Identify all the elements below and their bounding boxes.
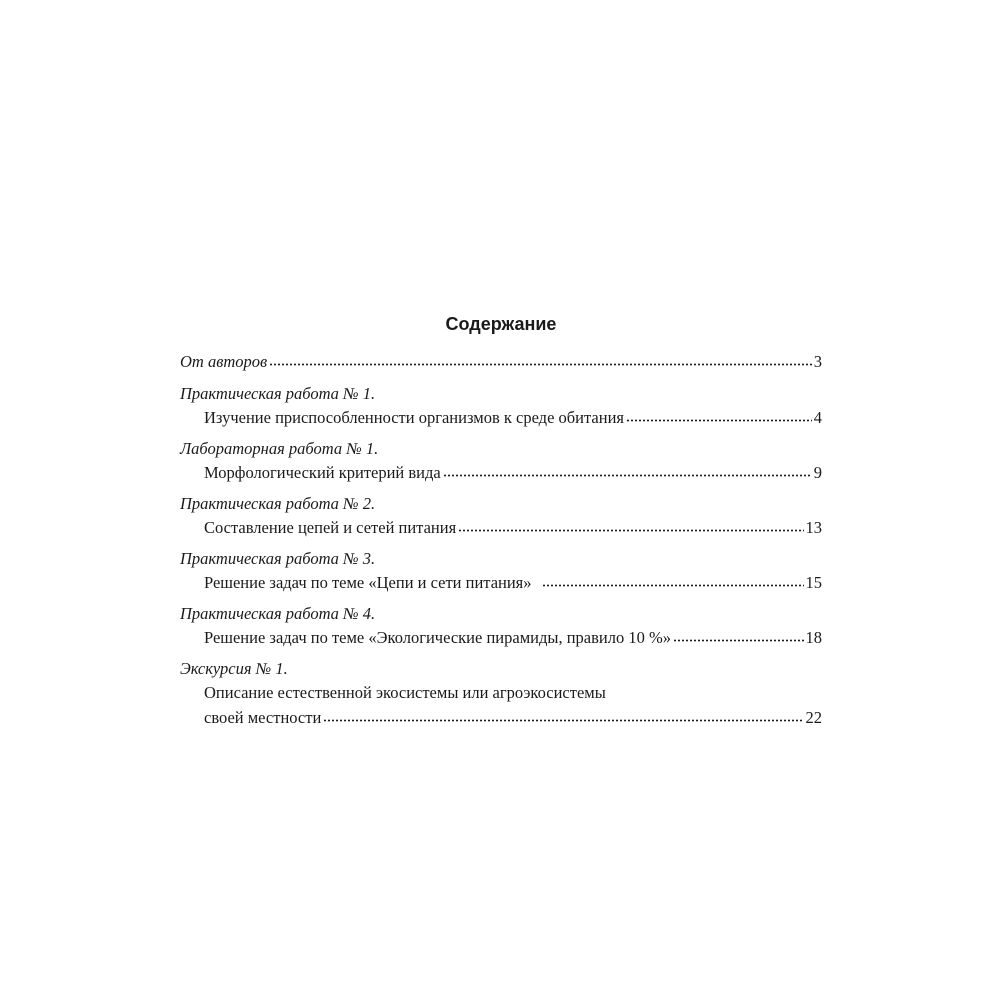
toc-entry-excursion-1 [180, 657, 822, 731]
toc-page-number: 3 [813, 352, 822, 371]
dot-leader [542, 584, 804, 587]
toc-entry-heading: Практическая работа № 4. [180, 603, 376, 623]
dot-leader [673, 639, 804, 642]
toc-entry-from-authors [180, 350, 822, 375]
toc-entry-practical-1 [180, 382, 822, 431]
dot-leader [458, 529, 803, 532]
toc-entry-practical-2 [180, 492, 822, 541]
dot-leader [443, 474, 812, 477]
toc-entry-heading: Практическая работа № 2. [180, 493, 376, 513]
toc-entry-practical-4 [180, 602, 822, 651]
dot-leader [626, 419, 812, 422]
toc-entry-label: Изучение приспособленности организмов к среде обитания [204, 408, 624, 427]
toc-entry-label: Решение задач по теме «Экологические пирамиды, правило 10 %» [204, 628, 671, 647]
toc-page-number: 13 [805, 518, 822, 537]
document-page [180, 0, 822, 1000]
toc-entry-label: От авторов [180, 352, 268, 371]
toc-page-number: 9 [813, 463, 822, 482]
toc-entry-heading: Практическая работа № 3. [180, 548, 376, 568]
dot-leader [323, 719, 803, 722]
toc-entry-label: Морфологический критерий вида [204, 463, 441, 482]
table-of-contents [180, 350, 822, 736]
page-title: Содержание [445, 314, 557, 334]
toc-entry-heading: Лабораторная работа № 1. [180, 438, 379, 458]
toc-page-number: 15 [805, 573, 822, 592]
toc-page-number: 18 [805, 628, 822, 647]
toc-entry-label: Составление цепей и сетей питания [204, 518, 457, 537]
toc-page-number: 4 [813, 408, 822, 427]
toc-entry-label-line1: Описание естественной экосистемы или агроэкосистемы [204, 683, 606, 702]
toc-entry-heading: Практическая работа № 1. [180, 383, 376, 403]
toc-entry-lab-1 [180, 437, 822, 486]
toc-entry-label: своей местности [204, 707, 322, 727]
toc-entry-practical-3 [180, 547, 822, 596]
dot-leader [269, 363, 812, 366]
toc-entry-heading: Экскурсия № 1. [180, 658, 288, 678]
toc-entry-label: Решение задач по теме «Цепи и сети питания» [204, 573, 532, 592]
toc-page-number: 22 [805, 707, 822, 727]
